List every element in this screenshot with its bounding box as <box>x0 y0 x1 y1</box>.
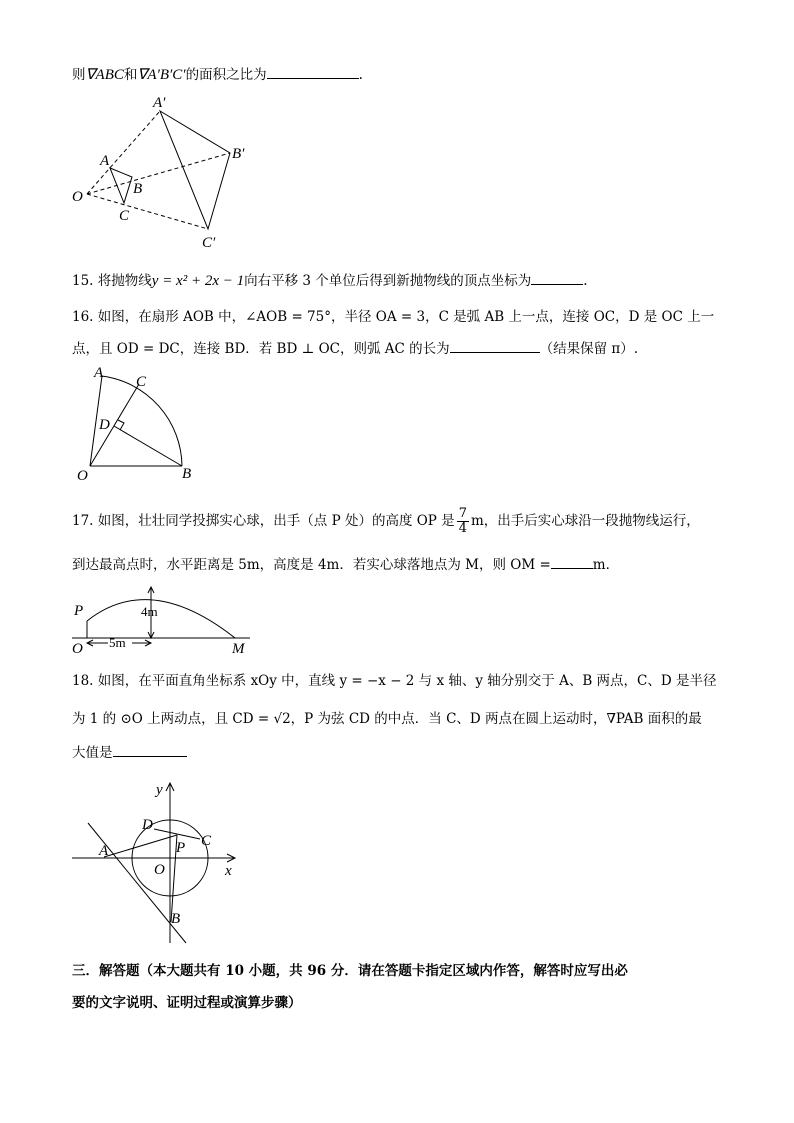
triangle-abc: ∇ABC <box>85 67 124 83</box>
label-p: P <box>176 840 186 856</box>
q14-answer-blank[interactable] <box>267 66 359 79</box>
figure-18-coordinate-plane <box>70 778 250 948</box>
label-c-prime: C′ <box>202 235 216 251</box>
label-a: A <box>100 153 110 169</box>
label-x-axis: x <box>225 863 232 879</box>
q16-text-2a: 点，且 OD = DC，连接 BD．若 BD ⊥ OC，则弧 AC 的长为 <box>72 341 450 357</box>
q14-prefix: 则 <box>72 67 86 83</box>
figure-16-sector <box>72 364 212 484</box>
q16-text-1: 如图，在扇形 AOB 中，∠AOB = 75°，半径 OA = 3，C 是弧 AB 上一点，连接 OC，D 是 OC 上一 <box>97 309 715 325</box>
label-a: A <box>94 365 104 381</box>
q18-line1 <box>72 672 717 690</box>
q16-line2 <box>72 340 638 358</box>
q14-suffix: 的面积之比为 <box>185 67 267 83</box>
q15-answer-blank[interactable] <box>531 272 583 285</box>
fraction-numerator: 7 <box>458 506 467 521</box>
q18-line2 <box>72 710 702 728</box>
section-3-heading-line2 <box>72 994 302 1012</box>
q14-end: . <box>358 67 363 83</box>
q16-text-2b: （结果保留 π）. <box>539 341 639 357</box>
q17-line2 <box>72 556 619 574</box>
q14-answer-line <box>72 66 363 84</box>
label-d: D <box>99 417 110 433</box>
q17-text-2b: m． <box>592 557 620 573</box>
label-a-prime: A′ <box>153 95 166 111</box>
label-b-prime: B′ <box>232 146 245 162</box>
q15-formula: y = x² + 2x − 1 <box>151 273 245 289</box>
figure-17-shotput <box>70 585 260 655</box>
figure-14-homothety <box>70 95 270 255</box>
q18-number: 18. <box>72 673 94 689</box>
label-o: O <box>72 189 83 205</box>
q18-answer-blank[interactable] <box>113 744 187 757</box>
label-a: A <box>99 843 109 859</box>
label-o: O <box>72 641 83 657</box>
section-3-text-2: 要的文字说明、证明过程或演算步骤） <box>72 995 302 1011</box>
label-b: B <box>171 911 181 927</box>
label-b: B <box>182 466 192 482</box>
label-o: O <box>77 468 88 484</box>
q16-answer-blank[interactable] <box>450 340 540 353</box>
q15-number: 15. <box>72 273 94 289</box>
label-d: D <box>142 817 153 833</box>
q14-mid: 和 <box>123 67 138 83</box>
q15-text-b: 向右平移 3 个单位后得到新抛物线的顶点坐标为 <box>244 273 532 289</box>
section-3-text-1: 三．解答题（本大题共有 10 小题，共 96 分．请在答题卡指定区域内作答，解答时应写出必 <box>72 963 628 979</box>
label-b: B <box>133 181 143 197</box>
q16-line1 <box>72 308 714 326</box>
label-c: C <box>119 208 130 224</box>
q16-number: 16. <box>72 309 94 325</box>
q17-answer-blank[interactable] <box>551 556 593 569</box>
fraction-7-4 <box>457 507 469 536</box>
q18-line3 <box>72 744 187 762</box>
triangle-abc-prime: ∇A′B′C′ <box>137 67 186 83</box>
label-c: C <box>201 833 212 849</box>
q17-text-1b: m，出手后实心球沿一段抛物线运行， <box>470 513 700 529</box>
q18-text-2: 为 1 的 ⊙O 上两动点，且 CD = √2，P 为弦 CD 的中点．当 C、D 两点在圆上运动时，∇PAB 面积的最 <box>72 711 702 727</box>
q18-text-3: 大值是 <box>72 745 113 761</box>
q15-line <box>72 272 588 290</box>
label-distance-5m: 5m <box>109 635 126 650</box>
label-m: M <box>232 641 245 657</box>
q17-text-2a: 到达最高点时，水平距离是 5m，高度是 4m．若实心球落地点为 M，则 OM = <box>72 557 551 573</box>
fraction-denominator: 4 <box>458 521 467 536</box>
label-p: P <box>74 603 84 619</box>
section-3-heading-line1 <box>72 962 628 980</box>
label-height-4m: 4m <box>141 604 158 619</box>
q15-end: . <box>583 273 588 289</box>
q17-line1 <box>72 504 700 538</box>
q17-number: 17. <box>72 513 94 529</box>
label-o: O <box>154 862 165 878</box>
q15-text-a: 将抛物线 <box>97 273 152 289</box>
q18-text-1: 如图，在平面直角坐标系 xOy 中，直线 y = −x − 2 与 x 轴、y 轴分别交于 A、B 两点，C、D 是半径 <box>97 673 717 689</box>
q17-text-1a: 如图，壮壮同学投掷实心球，出手（点 P 处）的高度 OP 是 <box>97 513 455 529</box>
label-c: C <box>136 374 147 390</box>
label-y-axis: y <box>156 782 163 798</box>
